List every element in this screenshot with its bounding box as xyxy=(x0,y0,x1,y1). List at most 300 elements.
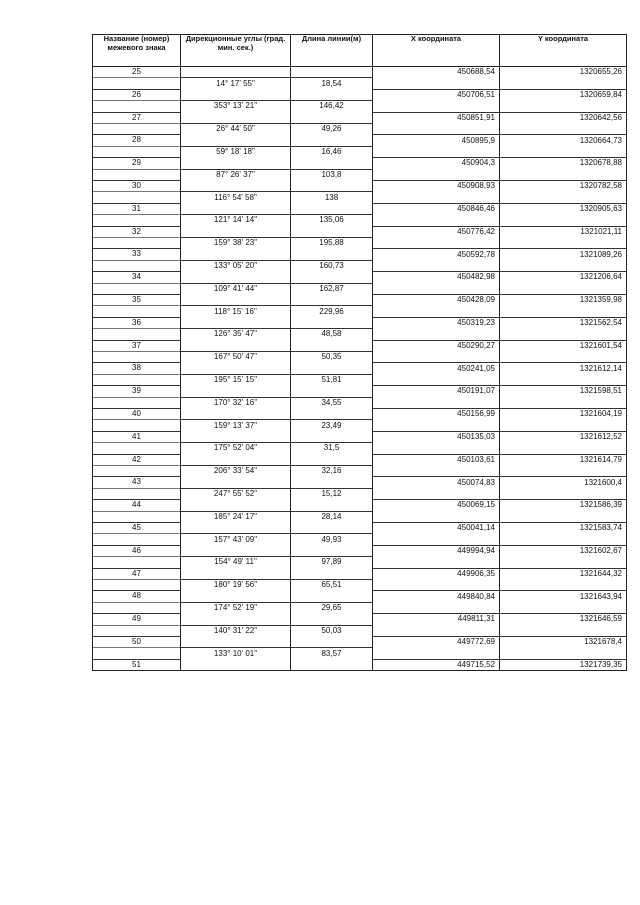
point-row xyxy=(93,408,627,419)
point-row xyxy=(93,67,627,78)
cell-length xyxy=(291,454,373,465)
cell-length: 103,8 xyxy=(291,169,373,180)
cell-name: 45 xyxy=(93,522,181,533)
cell-length: 50,03 xyxy=(291,625,373,636)
cell-x: 450135,03 xyxy=(373,431,500,442)
cell-x xyxy=(373,101,500,112)
header-length: Длина линии(м) xyxy=(291,35,373,67)
cell-length xyxy=(291,317,373,328)
cell-x xyxy=(373,511,500,522)
segment-row xyxy=(93,215,627,226)
cell-x: 450069,15 xyxy=(373,500,500,511)
cell-y: 1321644,32 xyxy=(500,568,627,579)
cell-length xyxy=(291,659,373,670)
cell-x xyxy=(373,192,500,203)
point-row xyxy=(93,317,627,328)
cell-angle xyxy=(181,636,291,647)
point-row xyxy=(93,545,627,556)
cell-angle: 133° 10' 01" xyxy=(181,648,291,659)
cell-length xyxy=(291,89,373,100)
cell-x: 449840,84 xyxy=(373,591,500,602)
cell-y xyxy=(500,511,627,522)
cell-y xyxy=(500,237,627,248)
cell-length: 195,88 xyxy=(291,237,373,248)
cell-name xyxy=(93,101,181,112)
cell-y: 1320659,84 xyxy=(500,89,627,100)
segment-row xyxy=(93,283,627,294)
cell-x xyxy=(373,215,500,226)
cell-x xyxy=(373,648,500,659)
segment-row xyxy=(93,260,627,271)
cell-name xyxy=(93,215,181,226)
cell-name xyxy=(93,78,181,89)
cell-name: 32 xyxy=(93,226,181,237)
cell-name xyxy=(93,283,181,294)
cell-length xyxy=(291,135,373,146)
cell-length: 48,58 xyxy=(291,329,373,340)
cell-angle xyxy=(181,614,291,625)
cell-y: 1321612,52 xyxy=(500,431,627,442)
cell-angle: 170° 32' 16" xyxy=(181,397,291,408)
cell-x xyxy=(373,78,500,89)
cell-angle: 159° 38' 23" xyxy=(181,237,291,248)
cell-x xyxy=(373,420,500,431)
point-row xyxy=(93,591,627,602)
cell-name: 48 xyxy=(93,591,181,602)
cell-y xyxy=(500,124,627,135)
header-name: Название (номер) межевого знака xyxy=(93,35,181,67)
cell-y: 1321562,54 xyxy=(500,317,627,328)
point-row xyxy=(93,249,627,260)
point-row xyxy=(93,112,627,123)
cell-x xyxy=(373,351,500,362)
cell-angle xyxy=(181,317,291,328)
cell-length xyxy=(291,112,373,123)
cell-length: 65,51 xyxy=(291,579,373,590)
cell-length: 229,96 xyxy=(291,306,373,317)
cell-name: 29 xyxy=(93,158,181,169)
cell-name: 46 xyxy=(93,545,181,556)
cell-angle: 174° 52' 19" xyxy=(181,602,291,613)
cell-x: 450482,98 xyxy=(373,272,500,283)
cell-length: 28,14 xyxy=(291,511,373,522)
cell-y: 1320664,73 xyxy=(500,135,627,146)
cell-x: 449994,94 xyxy=(373,545,500,556)
cell-name xyxy=(93,648,181,659)
cell-y: 1321586,39 xyxy=(500,500,627,511)
cell-length: 31,5 xyxy=(291,443,373,454)
cell-y xyxy=(500,557,627,568)
cell-x: 450290,27 xyxy=(373,340,500,351)
segment-row xyxy=(93,329,627,340)
cell-y: 1320678,88 xyxy=(500,158,627,169)
cell-name: 28 xyxy=(93,135,181,146)
cell-name xyxy=(93,557,181,568)
cell-name xyxy=(93,260,181,271)
cell-name xyxy=(93,374,181,385)
cell-y xyxy=(500,78,627,89)
cell-angle xyxy=(181,67,291,78)
segment-row xyxy=(93,237,627,248)
cell-name: 43 xyxy=(93,477,181,488)
point-row xyxy=(93,272,627,283)
cell-name: 26 xyxy=(93,89,181,100)
cell-x: 450074,83 xyxy=(373,477,500,488)
cell-x: 449906,35 xyxy=(373,568,500,579)
cell-name: 36 xyxy=(93,317,181,328)
cell-length: 97,89 xyxy=(291,557,373,568)
cell-length: 51,81 xyxy=(291,374,373,385)
cell-angle: 118° 15' 16" xyxy=(181,306,291,317)
point-row xyxy=(93,340,627,351)
cell-y: 1321612,14 xyxy=(500,363,627,374)
cell-x: 450592,78 xyxy=(373,249,500,260)
cell-angle xyxy=(181,340,291,351)
segment-row xyxy=(93,78,627,89)
cell-angle xyxy=(181,135,291,146)
cell-name: 27 xyxy=(93,112,181,123)
point-row xyxy=(93,89,627,100)
header-row xyxy=(93,35,627,67)
cell-name xyxy=(93,579,181,590)
point-row xyxy=(93,386,627,397)
cell-name xyxy=(93,146,181,157)
cell-x: 450895,9 xyxy=(373,135,500,146)
cell-angle: 126° 35' 47" xyxy=(181,329,291,340)
cell-length: 146,42 xyxy=(291,101,373,112)
cell-y xyxy=(500,283,627,294)
cell-y xyxy=(500,488,627,499)
cell-name xyxy=(93,465,181,476)
cell-length xyxy=(291,294,373,305)
cell-x: 449811,31 xyxy=(373,614,500,625)
point-row xyxy=(93,659,627,670)
cell-length: 83,57 xyxy=(291,648,373,659)
cell-angle: 26° 44' 50" xyxy=(181,124,291,135)
cell-length: 23,49 xyxy=(291,420,373,431)
cell-length xyxy=(291,226,373,237)
cell-name: 38 xyxy=(93,363,181,374)
segment-row xyxy=(93,534,627,545)
cell-x: 450041,14 xyxy=(373,522,500,533)
table-header xyxy=(93,35,627,67)
cell-y: 1321601,54 xyxy=(500,340,627,351)
cell-y xyxy=(500,602,627,613)
cell-x: 449715,52 xyxy=(373,659,500,670)
cell-length xyxy=(291,249,373,260)
cell-y: 1320642,56 xyxy=(500,112,627,123)
cell-angle: 195° 15' 15" xyxy=(181,374,291,385)
segment-row xyxy=(93,579,627,590)
cell-length xyxy=(291,431,373,442)
cell-name: 44 xyxy=(93,500,181,511)
cell-name: 35 xyxy=(93,294,181,305)
cell-x: 450319,23 xyxy=(373,317,500,328)
cell-x: 450706,51 xyxy=(373,89,500,100)
point-row xyxy=(93,522,627,533)
cell-name xyxy=(93,237,181,248)
cell-angle: 140° 31' 22" xyxy=(181,625,291,636)
segment-row xyxy=(93,557,627,568)
cell-name: 49 xyxy=(93,614,181,625)
cell-length xyxy=(291,614,373,625)
cell-angle xyxy=(181,659,291,670)
cell-y xyxy=(500,329,627,340)
point-row xyxy=(93,203,627,214)
cell-angle: 167° 50' 47" xyxy=(181,351,291,362)
cell-y xyxy=(500,625,627,636)
cell-length xyxy=(291,386,373,397)
cell-angle: 185° 24' 17" xyxy=(181,511,291,522)
cell-angle xyxy=(181,431,291,442)
segment-row xyxy=(93,192,627,203)
cell-name: 37 xyxy=(93,340,181,351)
cell-y: 1320782,58 xyxy=(500,180,627,191)
cell-angle xyxy=(181,545,291,556)
cell-x: 450241,05 xyxy=(373,363,500,374)
cell-name: 39 xyxy=(93,386,181,397)
cell-y: 1321583,74 xyxy=(500,522,627,533)
point-row xyxy=(93,568,627,579)
cell-angle xyxy=(181,158,291,169)
cell-angle: 353° 13' 21" xyxy=(181,101,291,112)
cell-angle xyxy=(181,408,291,419)
cell-name xyxy=(93,488,181,499)
cell-length: 34,55 xyxy=(291,397,373,408)
cell-length xyxy=(291,340,373,351)
cell-angle xyxy=(181,112,291,123)
cell-angle xyxy=(181,249,291,260)
cell-y xyxy=(500,465,627,476)
cell-length: 160,73 xyxy=(291,260,373,271)
cell-angle: 154° 49' 11" xyxy=(181,557,291,568)
cell-y: 1321206,64 xyxy=(500,272,627,283)
cell-angle: 133° 05' 20" xyxy=(181,260,291,271)
cell-x xyxy=(373,557,500,568)
cell-name: 42 xyxy=(93,454,181,465)
cell-angle: 87° 26' 37" xyxy=(181,169,291,180)
segment-row xyxy=(93,648,627,659)
coordinates-table xyxy=(92,34,627,671)
cell-y: 1321678,4 xyxy=(500,636,627,647)
cell-name: 40 xyxy=(93,408,181,419)
cell-y xyxy=(500,397,627,408)
cell-y xyxy=(500,374,627,385)
cell-length xyxy=(291,67,373,78)
cell-x: 450776,42 xyxy=(373,226,500,237)
cell-length xyxy=(291,522,373,533)
cell-y: 1321739,35 xyxy=(500,659,627,670)
cell-name xyxy=(93,534,181,545)
cell-x xyxy=(373,169,500,180)
cell-name: 30 xyxy=(93,180,181,191)
cell-angle: 159° 13' 37" xyxy=(181,420,291,431)
cell-name: 25 xyxy=(93,67,181,78)
cell-angle xyxy=(181,386,291,397)
cell-x xyxy=(373,329,500,340)
cell-length xyxy=(291,158,373,169)
segment-row xyxy=(93,146,627,157)
cell-x xyxy=(373,374,500,385)
cell-y: 1321600,4 xyxy=(500,477,627,488)
cell-x xyxy=(373,465,500,476)
cell-angle: 175° 52' 04" xyxy=(181,443,291,454)
cell-y: 1321598,51 xyxy=(500,386,627,397)
cell-x: 450846,46 xyxy=(373,203,500,214)
point-row xyxy=(93,614,627,625)
cell-angle xyxy=(181,477,291,488)
cell-angle: 157° 43' 09" xyxy=(181,534,291,545)
cell-name: 51 xyxy=(93,659,181,670)
cell-x xyxy=(373,124,500,135)
segment-row xyxy=(93,306,627,317)
cell-length xyxy=(291,500,373,511)
segment-row xyxy=(93,124,627,135)
segment-row xyxy=(93,397,627,408)
cell-x xyxy=(373,237,500,248)
segment-row xyxy=(93,443,627,454)
cell-angle: 121° 14' 14" xyxy=(181,215,291,226)
cell-y: 1321359,98 xyxy=(500,294,627,305)
cell-length: 16,46 xyxy=(291,146,373,157)
header-y: Y координата xyxy=(500,35,627,67)
cell-y xyxy=(500,306,627,317)
cell-length xyxy=(291,636,373,647)
cell-length: 18,54 xyxy=(291,78,373,89)
cell-length: 49,26 xyxy=(291,124,373,135)
cell-angle xyxy=(181,363,291,374)
cell-x xyxy=(373,625,500,636)
cell-x: 450904,3 xyxy=(373,158,500,169)
cell-y: 1320655,26 xyxy=(500,67,627,78)
cell-angle: 109° 41' 44" xyxy=(181,283,291,294)
cell-y xyxy=(500,648,627,659)
cell-x xyxy=(373,397,500,408)
segment-row xyxy=(93,351,627,362)
point-row xyxy=(93,158,627,169)
point-row xyxy=(93,180,627,191)
table-body xyxy=(93,67,627,671)
cell-x: 450908,93 xyxy=(373,180,500,191)
cell-angle xyxy=(181,272,291,283)
cell-y xyxy=(500,579,627,590)
segment-row xyxy=(93,465,627,476)
point-row xyxy=(93,454,627,465)
cell-length xyxy=(291,408,373,419)
cell-x xyxy=(373,260,500,271)
cell-angle xyxy=(181,203,291,214)
cell-name xyxy=(93,443,181,454)
cell-y: 1321089,26 xyxy=(500,249,627,260)
segment-row xyxy=(93,488,627,499)
cell-name xyxy=(93,397,181,408)
cell-y xyxy=(500,215,627,226)
point-row xyxy=(93,135,627,146)
cell-angle xyxy=(181,180,291,191)
cell-name xyxy=(93,625,181,636)
cell-name xyxy=(93,306,181,317)
cell-length: 50,35 xyxy=(291,351,373,362)
cell-length: 138 xyxy=(291,192,373,203)
cell-y: 1321602,67 xyxy=(500,545,627,556)
cell-y: 1320905,63 xyxy=(500,203,627,214)
point-row xyxy=(93,500,627,511)
cell-length: 29,65 xyxy=(291,602,373,613)
cell-y xyxy=(500,534,627,545)
cell-y: 1321643,94 xyxy=(500,591,627,602)
cell-x: 450191,07 xyxy=(373,386,500,397)
cell-x: 450428,09 xyxy=(373,294,500,305)
point-row xyxy=(93,431,627,442)
segment-row xyxy=(93,101,627,112)
cell-name xyxy=(93,602,181,613)
cell-angle: 14° 17' 55" xyxy=(181,78,291,89)
cell-x xyxy=(373,534,500,545)
point-row xyxy=(93,226,627,237)
cell-angle xyxy=(181,568,291,579)
cell-length xyxy=(291,180,373,191)
cell-x: 450156,99 xyxy=(373,408,500,419)
point-row xyxy=(93,477,627,488)
cell-x xyxy=(373,306,500,317)
cell-angle xyxy=(181,226,291,237)
cell-length: 49,93 xyxy=(291,534,373,545)
cell-angle xyxy=(181,500,291,511)
cell-length xyxy=(291,568,373,579)
segment-row xyxy=(93,602,627,613)
cell-x xyxy=(373,146,500,157)
cell-length xyxy=(291,203,373,214)
cell-name xyxy=(93,329,181,340)
cell-length xyxy=(291,591,373,602)
cell-length xyxy=(291,545,373,556)
cell-name: 50 xyxy=(93,636,181,647)
cell-length xyxy=(291,477,373,488)
cell-y: 1321614,79 xyxy=(500,454,627,465)
cell-y: 1321646,59 xyxy=(500,614,627,625)
point-row xyxy=(93,636,627,647)
cell-y xyxy=(500,169,627,180)
cell-name xyxy=(93,420,181,431)
cell-angle xyxy=(181,454,291,465)
cell-x xyxy=(373,443,500,454)
cell-name xyxy=(93,192,181,203)
cell-angle xyxy=(181,522,291,533)
cell-x: 450103,61 xyxy=(373,454,500,465)
cell-y xyxy=(500,420,627,431)
cell-y: 1321021,11 xyxy=(500,226,627,237)
segment-row xyxy=(93,169,627,180)
cell-y xyxy=(500,146,627,157)
cell-angle: 116° 54' 58" xyxy=(181,192,291,203)
segment-row xyxy=(93,511,627,522)
cell-y xyxy=(500,192,627,203)
cell-name xyxy=(93,169,181,180)
segment-row xyxy=(93,420,627,431)
cell-x xyxy=(373,579,500,590)
point-row xyxy=(93,294,627,305)
cell-name xyxy=(93,511,181,522)
cell-y xyxy=(500,351,627,362)
cell-x: 450688,54 xyxy=(373,67,500,78)
cell-x: 449772,69 xyxy=(373,636,500,647)
cell-length: 162,87 xyxy=(291,283,373,294)
cell-name: 31 xyxy=(93,203,181,214)
cell-angle xyxy=(181,294,291,305)
header-x: X координата xyxy=(373,35,500,67)
cell-name: 34 xyxy=(93,272,181,283)
point-row xyxy=(93,363,627,374)
